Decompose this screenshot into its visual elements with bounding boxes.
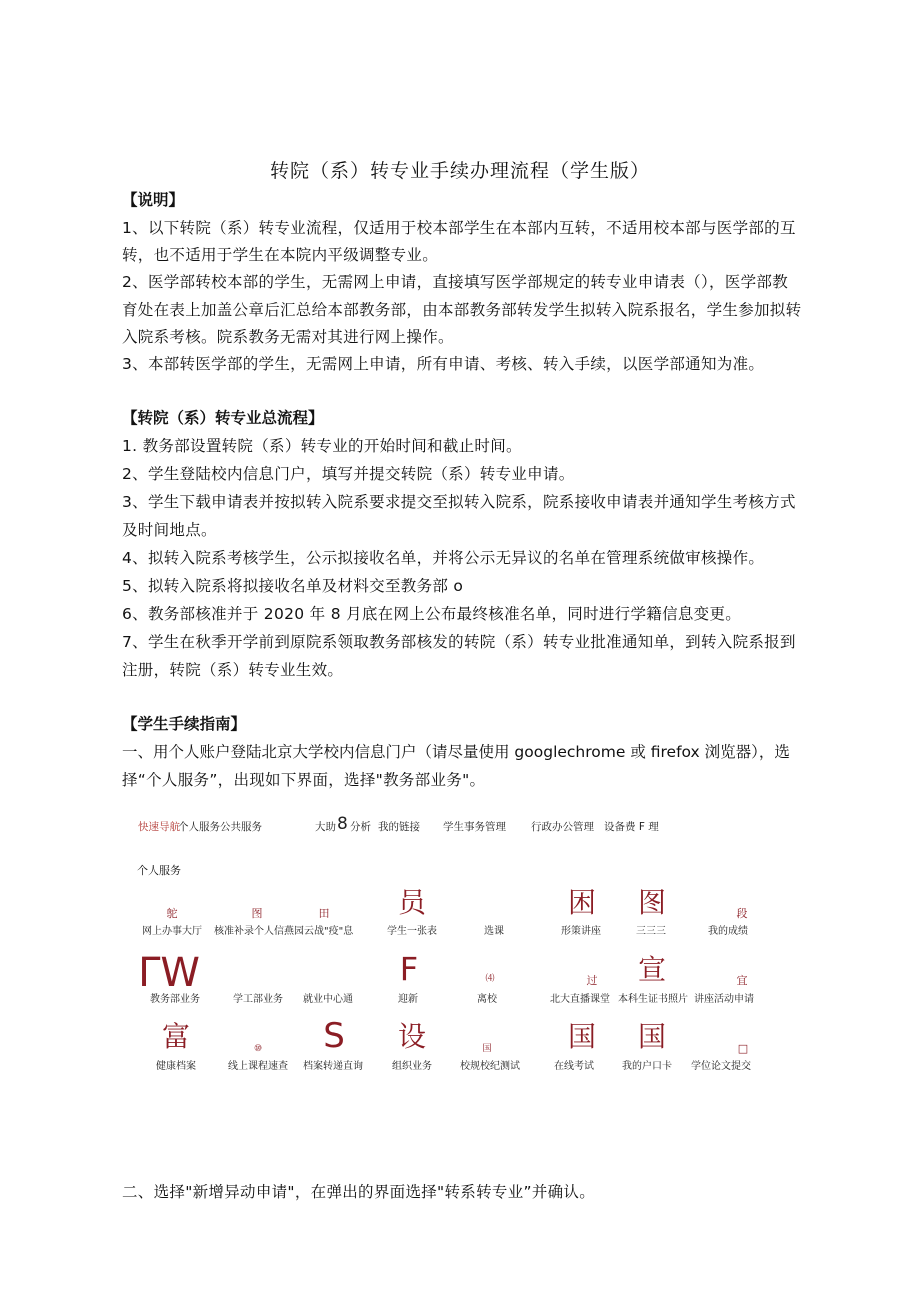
tile-organization[interactable]: 组织业务 <box>392 1061 432 1072</box>
process-line: 注册，转院（系）转专业生效。 <box>122 661 344 679</box>
course-search-icon: ⑩ <box>253 1044 263 1054</box>
step-two-line: 二、选择"新增异动申请"，在弹出的界面选择"转系转专业”并确认。 <box>122 1183 596 1201</box>
household-card-icon: 国 <box>637 1020 666 1053</box>
rules-test-icon: 国 <box>482 1044 492 1054</box>
process-line: 6、教务部核准并于 2020 年 8 月底在网上公布最终核准名单，同时进行学籍信息变更。 <box>122 605 742 623</box>
note-line: 入院系考核。院系教务无需对其进行网上操作。 <box>122 328 454 346</box>
tile-policy-lecture[interactable]: 形策讲座 <box>561 926 601 937</box>
tile-course-select[interactable]: 选课 <box>484 926 504 937</box>
tile-my-grades[interactable]: 我的成绩 <box>708 926 748 937</box>
tile-student-table[interactable]: 学生一张表 <box>387 926 437 937</box>
verify-icon: 图 <box>251 907 263 920</box>
archive-transfer-icon: S <box>323 1016 345 1056</box>
tile-certificate-photo[interactable]: 本科生证书照片 <box>618 994 688 1005</box>
map-icon: 图 <box>637 886 666 919</box>
nav-my-links[interactable]: 我的链接 <box>378 821 420 833</box>
nav-student-affairs[interactable]: 学生事务管理 <box>443 821 506 833</box>
leave-icon: ⑷ <box>485 974 495 984</box>
tile-live-class[interactable]: 北大直播课堂 <box>550 994 610 1005</box>
certificate-photo-icon: 宣 <box>637 953 666 986</box>
organization-icon: 设 <box>397 1020 426 1053</box>
nav-admin-office[interactable]: 行政办公管理 <box>531 821 594 833</box>
online-exam-icon: 国 <box>567 1020 596 1053</box>
tile-verify-info[interactable]: 核准补录个人信燕园云战"疫"息 <box>214 926 354 937</box>
live-class-icon: 过 <box>586 974 598 987</box>
thesis-submit-icon: □ <box>737 1042 749 1055</box>
process-line: 4、拟转入院系考核学生，公示拟接收名单，并将公示无异议的名单在管理系统做审核操作。 <box>122 549 765 567</box>
nav-analysis[interactable]: 分析 <box>350 821 371 833</box>
note-line: 转，也不适用于学生在本院内平级调整专业。 <box>122 246 439 264</box>
field-icon: 田 <box>318 907 330 920</box>
guide-line: 择“个人服务”，出现如下界面，选择"教务部业务"。 <box>122 771 486 789</box>
process-line: 1. 教务部设置转院（系）转专业的开始时间和截止时间。 <box>122 437 522 455</box>
section-process-heading: 【转院（系）转专业总流程】 <box>122 409 324 427</box>
note-line: 3、本部转医学部的学生，无需网上申请，所有申请、考核、转入手续，以医学部通知为准。 <box>122 355 765 373</box>
tile-health-record[interactable]: 健康档案 <box>156 1061 196 1072</box>
tile-career-center[interactable]: 就业中心通 <box>303 994 353 1005</box>
process-line: 2、学生登陆校内信息门户，填写并提交转院（系）转专业申请。 <box>122 465 575 483</box>
section-notes-heading: 【说明】 <box>122 191 185 209</box>
guide-line: 一、用个人账户登陆北京大学校内信息门户（请尽量使用 googlechrome 或 firefox 浏览器），选 <box>122 743 790 761</box>
tile-online-exam[interactable]: 在线考试 <box>554 1061 594 1072</box>
tile-student-work[interactable]: 学工部业务 <box>233 994 283 1005</box>
section-guide-heading: 【学生手续指南】 <box>122 715 247 733</box>
tile-academic-affairs[interactable]: 教务部业务 <box>150 994 200 1005</box>
nav-personal-public[interactable]: 个人服务公共服务 <box>178 821 262 833</box>
note-line: 1、以下转院（系）转专业流程，仅适用于校本部学生在本部内互转，不适用校本部与医学部的互 <box>122 219 796 237</box>
note-line: 育处在表上加盖公章后汇总给本部教务部，由本部教务部转发学生拟转入院系报名，学生参加拟转 <box>122 301 802 319</box>
academic-affairs-icon: ΓW <box>138 950 200 996</box>
tile-event-apply[interactable]: 讲座活动申请 <box>694 994 754 1005</box>
personal-service-heading: 个人服务 <box>137 864 181 877</box>
tile-archive-transfer[interactable]: 档案转递直询 <box>303 1061 363 1072</box>
lecture-icon: 困 <box>567 886 596 919</box>
tile-leave-school[interactable]: 离校 <box>477 994 497 1005</box>
tile-online-office[interactable]: 网上办事大厅 <box>142 926 202 937</box>
nav-equipment[interactable]: 设备费 F 理 <box>604 821 659 833</box>
tile-three[interactable]: 三三三 <box>636 926 666 937</box>
tile-welcome[interactable]: 迎新 <box>398 994 418 1005</box>
grades-icon: 段 <box>736 907 748 920</box>
process-line: 及时间地点。 <box>122 521 217 539</box>
process-line: 3、学生下载申请表并按拟转入院系要求提交至拟转入院系，院系接收申请表并通知学生考核方式 <box>122 493 796 511</box>
note-line: 2、医学部转校本部的学生，无需网上申请，直接填写医学部规定的转专业申请表（），医学部教 <box>122 273 789 291</box>
tile-thesis-submit[interactable]: 学位论文提交 <box>691 1061 751 1072</box>
tile-household-card[interactable]: 我的户口卡 <box>622 1061 672 1072</box>
welcome-icon: F <box>399 950 419 988</box>
nav-dazhu[interactable]: 大助 <box>315 821 336 833</box>
student-table-icon: 员 <box>397 886 426 919</box>
office-hall-icon: 鸵 <box>166 907 178 920</box>
tile-rules-test[interactable]: 校规校纪测试 <box>460 1061 520 1072</box>
health-record-icon: 富 <box>161 1020 190 1053</box>
process-line: 7、学生在秋季开学前到原院系领取教务部核发的转院（系）转专业批准通知单，到转入院系报到 <box>122 633 796 651</box>
nav-quick[interactable]: 快速导航 <box>138 821 180 833</box>
page-title: 转院（系）转专业手续办理流程（学生版） <box>269 160 650 182</box>
tile-course-search[interactable]: 线上课程速查 <box>228 1061 288 1072</box>
nav-eight: 8 <box>337 814 348 834</box>
process-line: 5、拟转入院系将拟接收名单及材料交至教务部 o <box>122 577 464 595</box>
event-apply-icon: 宜 <box>736 974 748 987</box>
